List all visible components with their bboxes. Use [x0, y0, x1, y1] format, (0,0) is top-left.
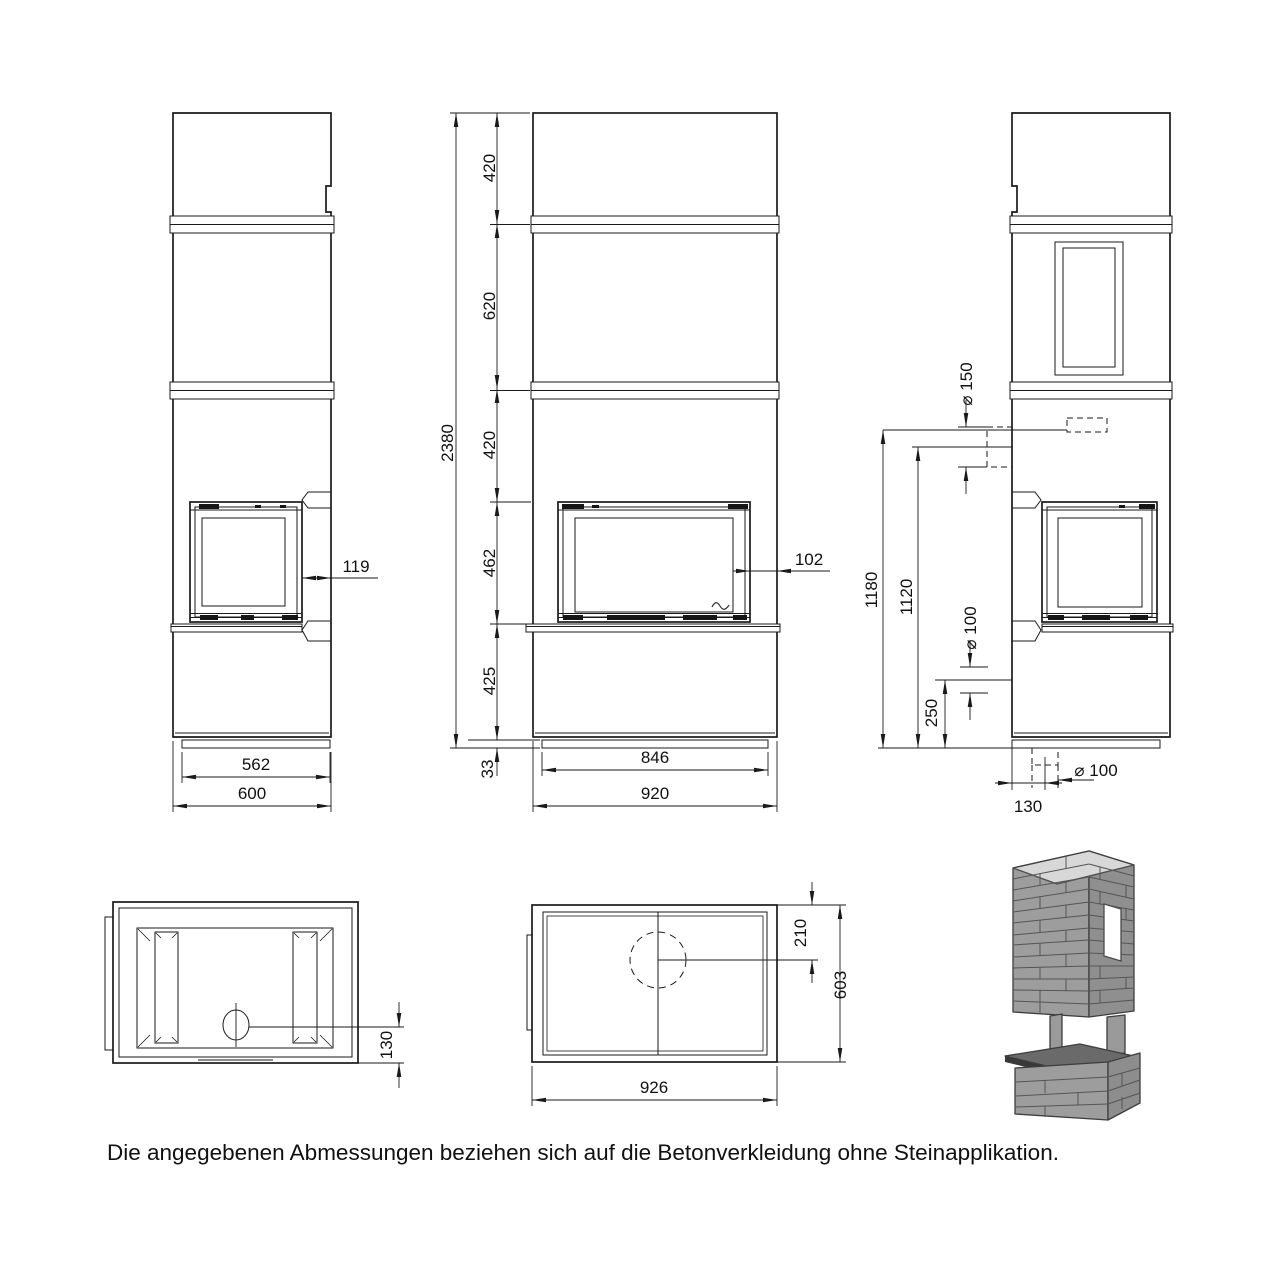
side-niche [1055, 242, 1123, 375]
dim-130 [995, 783, 1062, 816]
door-frame [1042, 502, 1157, 622]
dim-bottom-outlet-diameter [1058, 761, 1118, 780]
dim-flue-top-height-label: 1180 [862, 571, 881, 609]
panel-outline [113, 902, 358, 1063]
joint-bands [1010, 216, 1172, 399]
dim-width-label: 920 [640, 784, 670, 803]
dim-width-label: 600 [237, 784, 267, 803]
dim-846 [542, 748, 768, 776]
dim-flue-center-height-label: 1120 [897, 578, 916, 616]
dim-door-offset-label: 102 [794, 550, 824, 569]
dim-firebox-block-label: 462 [480, 548, 499, 578]
body-outline [1012, 113, 1170, 737]
dim-bottom-outlet-offset-label: 130 [1013, 797, 1043, 816]
dim-base-block-label: 425 [480, 666, 499, 696]
dim-rear-outlet-height-label: 250 [922, 698, 941, 728]
top-flue-outlet-hidden [1067, 418, 1107, 432]
dim-1180 [862, 430, 883, 748]
dim-600 [173, 741, 331, 812]
door-glass [575, 518, 733, 612]
bench [171, 624, 302, 632]
base-left-face [1015, 1062, 1108, 1120]
plinth [542, 740, 768, 748]
isometric-stone-view [1005, 851, 1140, 1120]
body-outline [533, 113, 777, 737]
dim-plinth-height-label: 33 [478, 759, 497, 779]
dim-603 [777, 905, 850, 1062]
outline [532, 905, 777, 1062]
dim-bottom-outlet-diameter-label: ⌀ 100 [1074, 761, 1118, 780]
dim-depth-label: 603 [831, 970, 850, 1000]
side-glass-door [190, 502, 302, 622]
dim-upper-block-label: 620 [480, 291, 499, 321]
dim-flue-from-rear-label: 210 [791, 918, 810, 948]
plinth [1012, 740, 1160, 748]
joint-bands [531, 216, 779, 399]
dim-102 [733, 550, 830, 571]
left-side-view [170, 113, 378, 812]
dim-210 [658, 882, 818, 983]
door-frame [558, 502, 750, 622]
base-right-face [1108, 1053, 1140, 1120]
right-side-view [862, 113, 1173, 816]
panel-chamfer-corners [138, 929, 332, 1047]
door-glass [202, 518, 285, 606]
dim-inlet-height-label: 130 [377, 1030, 396, 1060]
bench [526, 624, 780, 632]
dim-top-block-label: 420 [480, 153, 499, 183]
height-dimension-chain [438, 113, 540, 778]
dim-250 [922, 680, 945, 748]
bench [1042, 624, 1173, 632]
dim-flue-diameter [957, 362, 976, 494]
front-view [438, 113, 830, 812]
front-chamfer-wedges [302, 492, 331, 641]
dim-1120 [897, 447, 918, 748]
rear-column-right [1107, 1015, 1125, 1055]
recessed-panel [137, 928, 333, 1048]
plinth [182, 740, 330, 748]
dim-plinth-width-label: 562 [241, 755, 271, 774]
dim-562 [182, 752, 330, 783]
dim-width-label: 926 [639, 1078, 669, 1097]
side-niche-opening [1104, 904, 1121, 961]
dim-rear-outlet-diameter-label: ⌀ 100 [961, 606, 980, 650]
dim-119 [302, 557, 378, 578]
joint-bands [170, 216, 334, 399]
rear-detail-view [105, 902, 404, 1088]
dim-total-height-label: 2380 [438, 424, 457, 462]
dim-flue-diameter-label: ⌀ 150 [957, 362, 976, 406]
top-view [527, 882, 850, 1106]
brand-logo [712, 603, 729, 610]
front-chamfer-wedges [1012, 492, 1041, 641]
dim-rear-outlet-diameter [961, 606, 980, 720]
dim-926 [532, 1066, 777, 1106]
drawing-note: Die angegebenen Abmessungen beziehen sich auf die Betonverkleidung ohne Steinapplikation. [107, 1140, 1059, 1165]
door-glass [1058, 518, 1142, 607]
dim-plinth-width-label: 846 [640, 748, 670, 767]
dim-130 [249, 1002, 404, 1088]
dim-mid-block-label: 420 [480, 430, 499, 460]
front-glass-door [558, 502, 750, 622]
body-outline [173, 113, 331, 737]
side-glass-door [1042, 502, 1157, 622]
dim-door-offset-label: 119 [342, 557, 370, 576]
